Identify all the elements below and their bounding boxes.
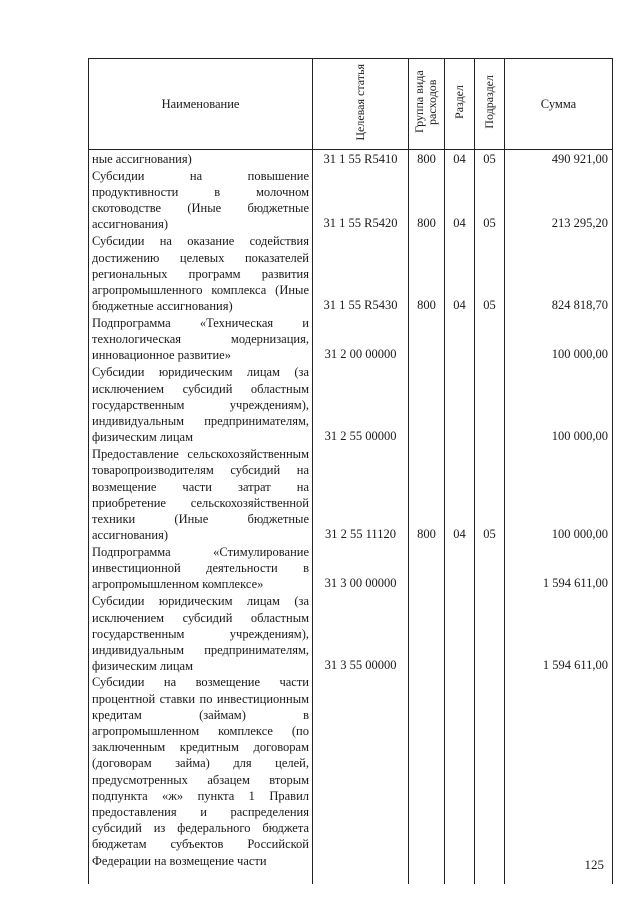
row-group (409, 363, 445, 445)
header-subsection: Подраздел (475, 59, 505, 150)
header-name: Наименование (89, 59, 313, 150)
row-article: 31 2 55 00000 (313, 363, 409, 445)
row-group: 800 (409, 150, 445, 168)
header-section: Раздел (445, 59, 475, 150)
row-section: 04 (445, 150, 475, 168)
row-sum: 1 594 611,00 (505, 543, 613, 592)
row-article: 31 2 00 00000 (313, 314, 409, 363)
row-article: 31 1 55 R5410 (313, 150, 409, 168)
row-article: 31 2 55 11120 (313, 445, 409, 543)
row-article: 31 3 00 00000 (313, 543, 409, 592)
table-row (89, 592, 613, 674)
row-section: 04 (445, 445, 475, 543)
row-name: Подпрограмма «Техническая и технологическая модернизация, инновационное развитие» (89, 314, 313, 363)
row-section (445, 592, 475, 674)
row-group (409, 314, 445, 363)
row-subsection: 05 (475, 168, 505, 233)
header-article: Целевая статья (313, 59, 409, 150)
row-sum: 100 000,00 (505, 314, 613, 363)
row-name: Субсидии юридическим лицам (за исключением субсидий областным государственным учреждениям), индивидуальным предпринимателям, физическим лицам (89, 363, 313, 445)
row-group (409, 543, 445, 592)
row-sum (505, 674, 613, 884)
row-group: 800 (409, 168, 445, 233)
row-group (409, 674, 445, 884)
row-group (409, 592, 445, 674)
row-section (445, 543, 475, 592)
row-article: 31 3 55 00000 (313, 592, 409, 674)
row-name: Субсидии юридическим лицам (за исключением субсидий областным государственным учреждениям), индивидуальным предпринимателям, физическим лицам (89, 592, 313, 674)
row-subsection: 05 (475, 445, 505, 543)
row-section (445, 674, 475, 884)
table-row (89, 314, 613, 363)
table-row (89, 543, 613, 592)
row-subsection (475, 674, 505, 884)
table-row (89, 232, 613, 314)
row-name: Субсидии на повышение продуктивности в молочном скотоводстве (Иные бюджетные ассигнования) (89, 168, 313, 233)
row-sum: 100 000,00 (505, 445, 613, 543)
row-subsection (475, 314, 505, 363)
row-subsection (475, 363, 505, 445)
row-name: Подпрограмма «Стимулирование инвестиционной деятельности в агропромышленном комплексе» (89, 543, 313, 592)
row-subsection: 05 (475, 150, 505, 168)
table-row (89, 445, 613, 543)
row-article: 31 1 55 R5420 (313, 168, 409, 233)
page-number: 125 (584, 857, 604, 872)
row-group: 800 (409, 232, 445, 314)
table-row (89, 674, 613, 884)
row-name: ные ассигнования) (89, 150, 313, 168)
row-sum: 100 000,00 (505, 363, 613, 445)
budget-table (88, 58, 613, 884)
row-sum: 213 295,20 (505, 168, 613, 233)
row-subsection: 05 (475, 232, 505, 314)
row-article (313, 674, 409, 884)
table-row (89, 363, 613, 445)
row-name: Субсидии на возмещение части процентной ставки по инвестиционным кредитам (займам) в агропромышленном комплексе (по заключенным кредитным договорам (договорам займа) для целей, предусмотренных абзацем вторым подпункта «ж» пункта 1 Правил предоставления и распределения субсидий из федерального бюджета бюджетам субъектов Российской Федерации на возмещение части (89, 674, 313, 884)
header-group: Группа вида расходов (409, 59, 445, 150)
header-sum: Сумма (505, 59, 613, 150)
row-sum: 1 594 611,00 (505, 592, 613, 674)
row-article: 31 1 55 R5430 (313, 232, 409, 314)
row-name: Предоставление сельскохозяйственным товаропроизводителям субсидий на возмещение части затрат на приобретение сельскохозяйственной техники (Иные бюджетные ассигнования) (89, 445, 313, 543)
row-section: 04 (445, 232, 475, 314)
table-row (89, 150, 613, 168)
row-section: 04 (445, 168, 475, 233)
row-section (445, 363, 475, 445)
row-name: Субсидии на оказание содействия достижению целевых показателей региональных программ развития агропромышленного комплекса (Иные бюджетные ассигнования) (89, 232, 313, 314)
row-section (445, 314, 475, 363)
table-header-row (89, 59, 613, 150)
row-subsection (475, 543, 505, 592)
row-sum: 824 818,70 (505, 232, 613, 314)
table-row (89, 168, 613, 233)
row-group: 800 (409, 445, 445, 543)
row-subsection (475, 592, 505, 674)
row-sum: 490 921,00 (505, 150, 613, 168)
